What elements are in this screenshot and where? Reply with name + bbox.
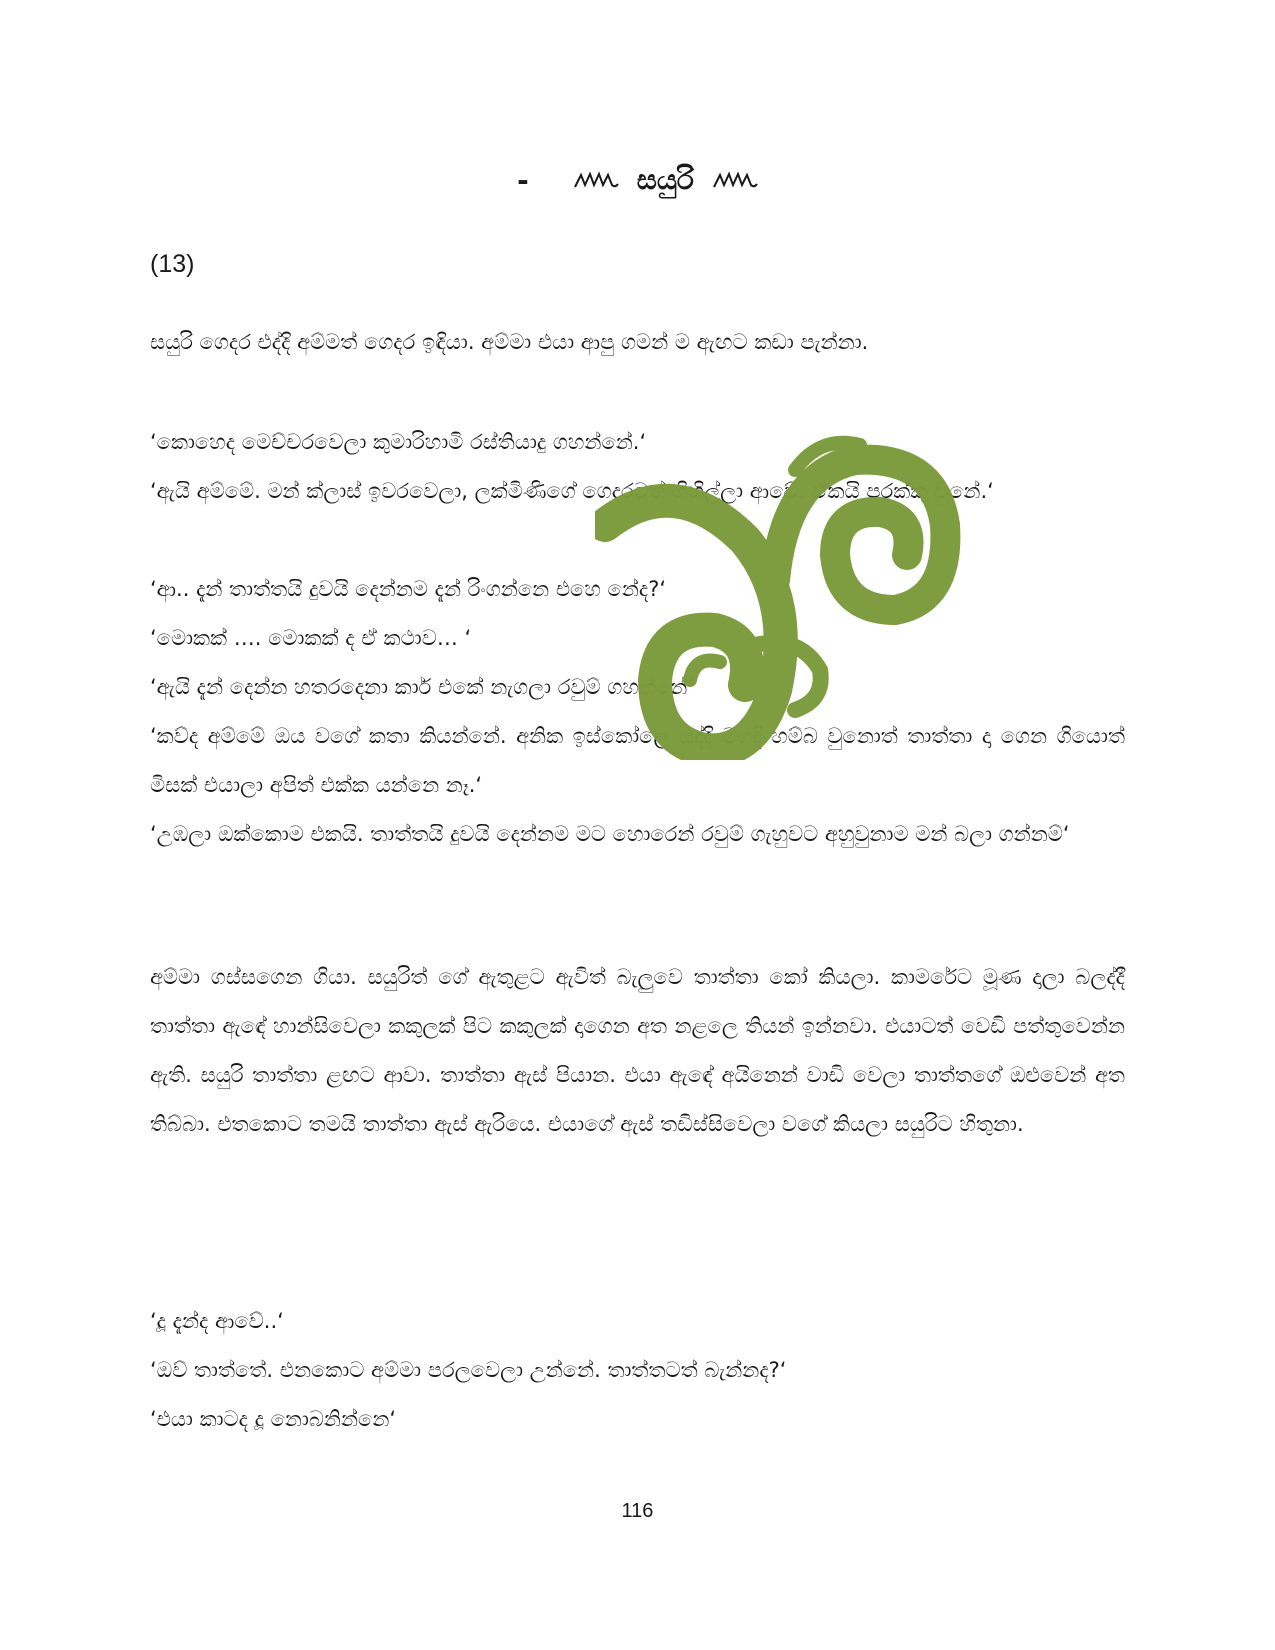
dialogue-line: ‘ඔව් තාත්තේ. එනකොට අම්මා පරලවෙලා උන්නේ. තාත්තටත් බැන්නද?‘ <box>150 1358 787 1382</box>
chapter-number: (13) <box>150 250 195 278</box>
dialogue-line: ‘එයා කාටද දූ නොබනින්නෙ‘ <box>150 1407 397 1431</box>
dialogue-line: ‘කොහෙද මෙච්චරවෙලා කුමාරිහාමි රස්තියාදු ගහන්නේ.‘ <box>150 430 647 454</box>
dialogue-line: ‘මොකක් …. මොකක් ද ඒ කථාව… ‘ <box>150 626 472 650</box>
dialogue-line: ‘කව්ද අම්මේ ඔය වගේ කතා කියන්නේ. අනික ඉස්කෝලෙ යද්දි මගදි හම්බ වුනොත් තාත්තා දා ගෙන ගියොත් මිසක් එයාලා අපිත් එක්ක යන්නෙ නෑ.‘ <box>150 724 1125 797</box>
left-ornament-icon <box>573 170 619 190</box>
page-number: 116 <box>621 1500 654 1522</box>
dialogue-line: ‘ඇයි අම්මේ. මන් ක්ලාස් ඉවරවෙලා, ලක්මිණිගේ ගෙදරටත් ගිහිල්ලා ආවේ. ඒකයි පරක්කු වුනේ.‘ <box>150 479 994 503</box>
right-ornament-icon <box>712 170 758 190</box>
opening-paragraph: සයුරි ගෙදර එද්දි අම්මත් ගෙදර ඉඳියා. අම්මා එයා ආපු ගමන් ම ඇඟට කඩා පැන්නා. <box>150 330 869 354</box>
dialogue-line: ‘උඹලා ඔක්කොම එකයි. තාත්තයි දුවයි දෙන්නම මට හොරෙන් රවුම් ගැහුවට අහුවුනාම මන් බලා ගන්නම්‘ <box>150 822 1070 846</box>
story-title: සයුරි <box>636 163 694 196</box>
dialogue-line: ‘ආ.. දැන් තාත්තයි දුවයි දෙන්නම දැන් රිංගන්නෙ එහෙ නේද?‘ <box>150 577 667 601</box>
title-row <box>0 155 1275 205</box>
dialogue-line: ‘දූ දැන්ද ආවේ..‘ <box>150 1309 284 1333</box>
narration-paragraph: අම්මා ගස්සගෙන ගියා. සයුරිත් ගේ ඇතුළට ඇවිත් බැලුවෙ තාත්තා කෝ කියලා. කාමරේට මූණ දාලා බලද්දී තාත්තා ඇඳේ හාන්සිවෙලා කකුලක් පිට කකුලක් දාගෙන අත නළලෙ තියන් ඉන්නවා. එයාටත් වෙඩි පත්තුවෙන්න ඇති. සයුරි තාත්තා ළඟට ආවා. තාත්තා ඇස් පියාන. එයා ඇඳේ අයිනෙන් වාඩි වෙලා තාත්තගේ ඔළුවෙන් අත තිබ්බා. එතකොට තමයි තාත්තා ඇස් ඇරියෙ. එයාගේ ඇස් තඩිස්සිවෙලා වගේ කියලා සයුරිට හිතුනා. <box>150 965 1125 1136</box>
dialogue-line: ‘ඇයි දැන් දෙන්න හතරදෙනා කාර් එකේ නැගලා රවුම් ගහන්නේ‘ <box>150 675 694 699</box>
title-dash: - <box>517 163 529 197</box>
